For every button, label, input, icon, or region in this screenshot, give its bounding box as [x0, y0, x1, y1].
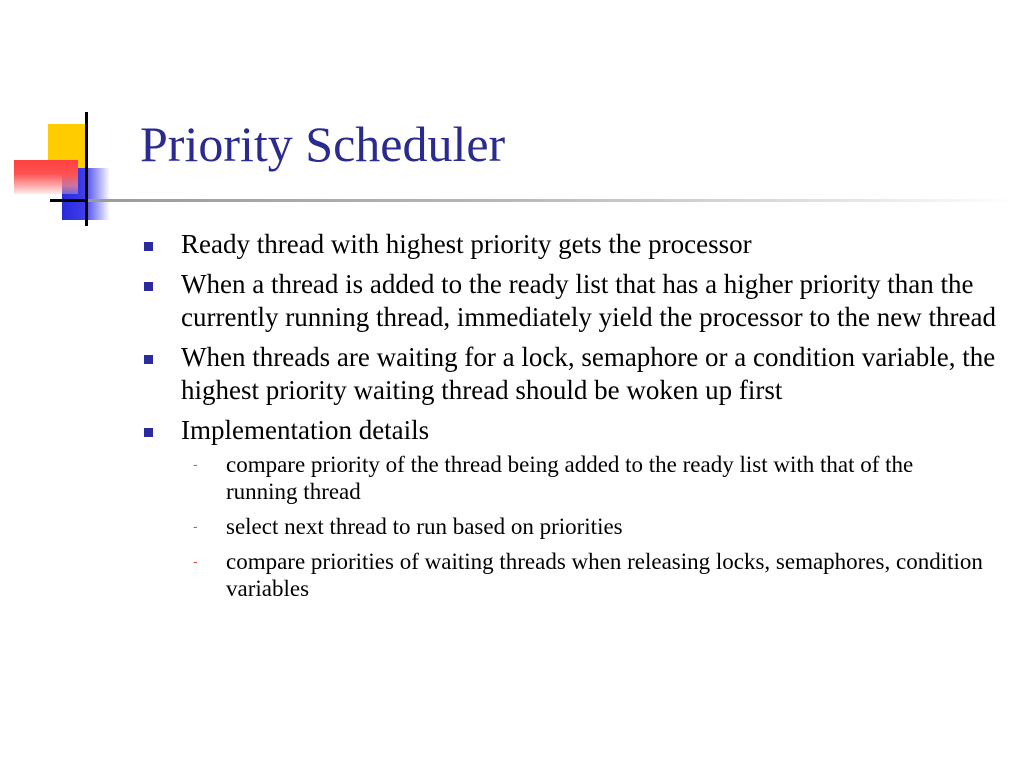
- logo-red-square: [14, 160, 78, 194]
- square-bullet-icon: [144, 355, 153, 364]
- dash-bullet-icon: -: [193, 553, 198, 569]
- sub-bullet-list: [181, 451, 1001, 602]
- sub-bullet-item: [181, 513, 986, 540]
- dash-bullet-icon: -: [193, 518, 198, 534]
- square-bullet-icon: [144, 282, 153, 291]
- bullet-item: [0, 341, 1001, 407]
- square-bullet-icon: [144, 242, 153, 251]
- bullet-item: [0, 414, 1001, 602]
- title-underline: [88, 199, 1018, 202]
- bullet-item: [0, 228, 1001, 261]
- sub-bullet-item: [181, 548, 986, 602]
- corner-logo: [0, 0, 160, 240]
- sub-bullet-text: compare priorities of waiting threads when releasing locks, semaphores, condition variables: [226, 549, 983, 601]
- bullet-text: Ready thread with highest priority gets the processor: [181, 229, 752, 259]
- sub-bullet-text: compare priority of the thread being added to the ready list with that of the running thread: [226, 452, 914, 504]
- logo-vertical-line: [85, 112, 88, 226]
- sub-bullet-item: [181, 451, 986, 505]
- bullet-text: When a thread is added to the ready list that has a higher priority than the currently running thread, immediately yield the processor to the new thread: [181, 269, 996, 332]
- sub-bullet-text: select next thread to run based on priorities: [226, 514, 623, 539]
- square-bullet-icon: [144, 428, 153, 437]
- bullet-text: Implementation details: [181, 415, 430, 445]
- slide-content: [0, 228, 1024, 610]
- slide-title: Priority Scheduler: [140, 116, 506, 172]
- bullet-item: [0, 268, 1001, 334]
- dash-bullet-icon: -: [193, 456, 198, 472]
- bullet-list: [0, 228, 1024, 602]
- bullet-text: When threads are waiting for a lock, semaphore or a condition variable, the highest priority waiting thread should be woken up first: [181, 342, 996, 405]
